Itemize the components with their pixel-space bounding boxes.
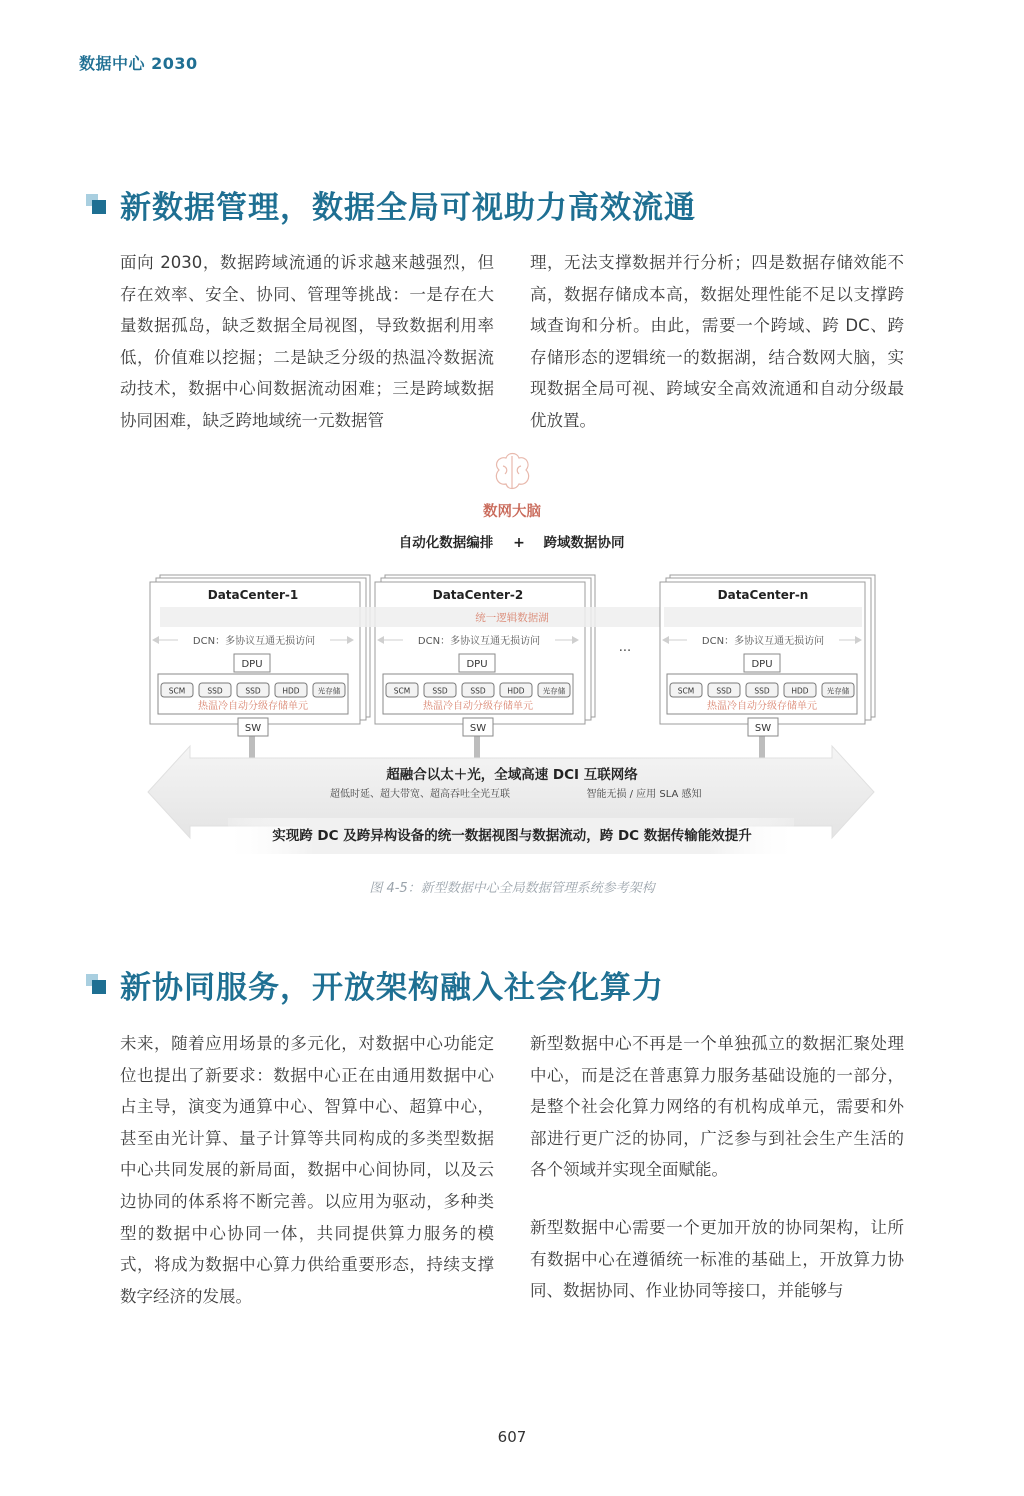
storage-media-row: [386, 683, 570, 697]
result-text: 实现跨 DC 及跨异构设备的统一数据视图与数据流动，跨 DC 数据传输能效提升: [272, 828, 752, 844]
media-label: 光存储: [826, 686, 850, 696]
data-lake-label: 统一逻辑数据湖: [475, 612, 549, 624]
media-label: SCM: [168, 686, 186, 696]
network-title: 超融合以太＋光，全域高速 DCI 互联网络: [386, 767, 638, 783]
figure-caption: 图 4-5：新型数据中心全局数据管理系统参考架构: [369, 881, 655, 896]
dpu-label: DPU: [241, 659, 263, 670]
paragraph: 新型数据中心需要一个更加开放的协同架构，让所有数据中心在遵循统一标准的基础上，开放算力协同、数据协同、作业协同等接口，并能够与: [530, 1217, 904, 1301]
media-label: HDD: [282, 686, 300, 696]
storage-unit-label: 热温冷自动分级存储单元: [198, 701, 308, 712]
storage-media-row: [670, 683, 854, 697]
media-label: SSD: [470, 686, 486, 696]
paragraph: 面向 2030，数据跨域流通的诉求越来越强烈，但存在效率、安全、协同、管理等挑战：一是存在大量数据孤岛，缺乏数据全局视图，导致数据利用率低，价值难以挖掘；二是缺乏分级的热温冷数据流动技术，数据中心间数据流动困难；三是跨域数据协同困难，缺乏跨地域统一元数据管: [120, 253, 494, 430]
storage-unit-label: 热温冷自动分级存储单元: [423, 701, 533, 712]
media-label: HDD: [791, 686, 809, 696]
storage-unit-label: 热温冷自动分级存储单元: [707, 701, 817, 712]
heading-marker-icon: [86, 974, 108, 996]
paragraph: 新型数据中心不再是一个单独孤立的数据汇聚处理中心，而是泛在普惠算力服务基础设施的一部分，是整个社会化算力网络的有机构成单元，需要和外部进行更广泛的协同，广泛参与到社会生产生活的各个领域并实现全面赋能。: [530, 1034, 904, 1180]
paragraph: 理，无法支撑数据并行分析；四是数据存储效能不高，数据存储成本高，数据处理性能不足以支撑跨域查询和分析。由此，需要一个跨域、跨 DC、跨存储形态的逻辑统一的数据湖，结合数网大脑，实现数据全局可视、跨域安全高效流通和自动分级最优放置。: [530, 253, 904, 430]
dcn-label: DCN：多协议互通无损访问: [192, 636, 316, 647]
media-label: SSD: [207, 686, 223, 696]
media-label: 光存储: [317, 686, 341, 696]
datacenter-name: DataCenter-2: [432, 588, 524, 602]
media-label: SSD: [432, 686, 448, 696]
storage-media-row: [161, 683, 345, 697]
sw-label: SW: [754, 723, 772, 734]
page-number: 607: [497, 1428, 527, 1446]
datacenter-n: [660, 575, 875, 762]
section2-left-column: [120, 1028, 494, 1312]
brain-icon: [496, 454, 528, 489]
media-label: SCM: [677, 686, 695, 696]
network-feature-right: 智能无损 / 应用 SLA 感知: [586, 789, 702, 800]
paragraph: 未来，随着应用场景的多元化，对数据中心功能定位也提出了新要求：数据中心正在由通用数据中心占主导，演变为通算中心、智算中心、超算中心，甚至由光计算、量子计算等共同构成的多类型数据中心共同发展的新局面，数据中心间协同，以及云边协同的体系将不断完善。以应用为驱动，多种类型的数据中心协同一体，共同提供算力服务的模式，将成为数据中心算力供给重要形态，持续支撑数字经济的发展。: [120, 1034, 494, 1306]
brain-label: 数网大脑: [483, 504, 541, 520]
datacenter-name: DataCenter-1: [207, 588, 299, 602]
media-label: SSD: [716, 686, 732, 696]
plus-sign: +: [513, 535, 525, 551]
media-label: HDD: [507, 686, 525, 696]
dpu-label: DPU: [466, 659, 488, 670]
heading-marker-icon: [86, 194, 108, 216]
datacenter-2: [375, 575, 595, 762]
network-feature-left: 超低时延、超大带宽、超高吞吐全光互联: [330, 789, 510, 800]
sw-label: SW: [244, 723, 262, 734]
dcn-label: DCN：多协议互通无损访问: [417, 636, 541, 647]
orchestration-label: 自动化数据编排: [398, 535, 494, 551]
section1-right-column: [530, 247, 904, 437]
media-label: 光存储: [542, 686, 566, 696]
running-header: 数据中心 2030: [79, 54, 198, 73]
section-title: 新协同服务，开放架构融入社会化算力: [120, 970, 664, 1006]
section-heading-collaboration: [86, 962, 664, 1007]
section-heading-data-management: [86, 182, 696, 227]
datacenter-name: DataCenter-n: [717, 588, 809, 602]
datacenter-1: [150, 575, 370, 762]
ellipsis: ···: [618, 644, 632, 659]
media-label: SSD: [245, 686, 261, 696]
media-label: SSD: [754, 686, 770, 696]
section1-left-column: [120, 247, 494, 437]
collaboration-label: 跨域数据协同: [543, 535, 625, 551]
sw-label: SW: [469, 723, 487, 734]
dcn-label: DCN：多协议互通无损访问: [701, 636, 825, 647]
section-title: 新数据管理，数据全局可视助力高效流通: [120, 190, 696, 226]
media-label: SCM: [393, 686, 411, 696]
architecture-diagram: [0, 450, 1024, 870]
section2-right-column: [530, 1028, 904, 1307]
dpu-label: DPU: [751, 659, 773, 670]
